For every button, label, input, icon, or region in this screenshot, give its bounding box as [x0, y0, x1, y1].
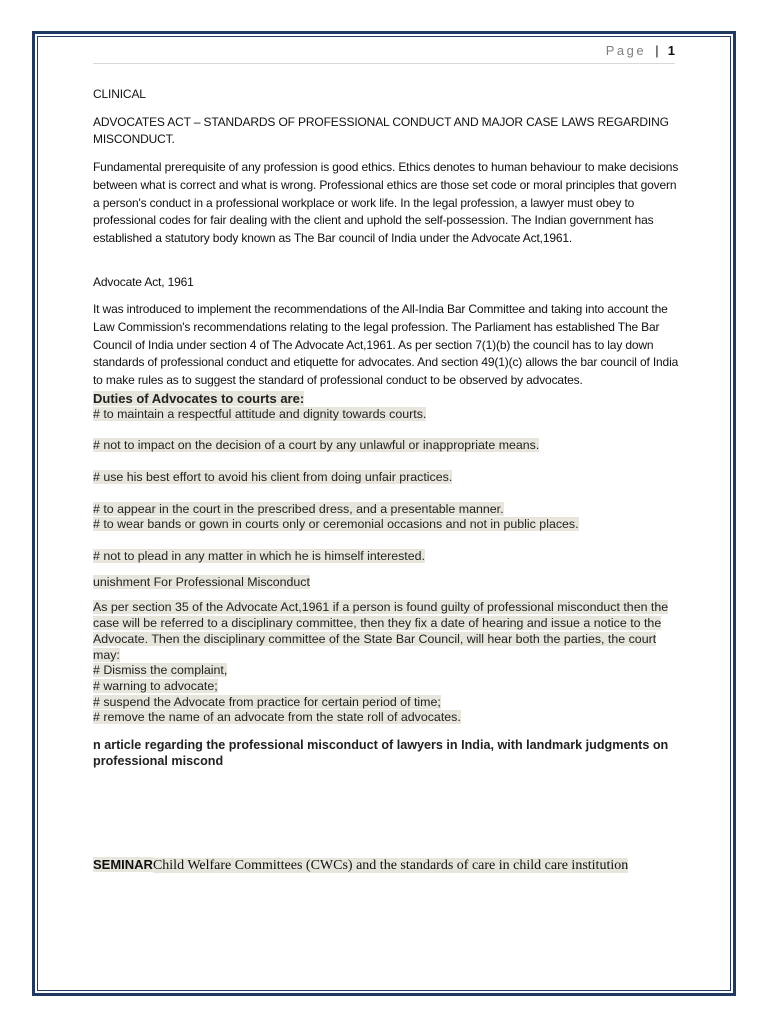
article-note: n article regarding the professional misconduct of lawyers in India, with landmark judgments on professional miscond [93, 738, 669, 768]
punishment-paragraph: As per section 35 of the Advocate Act,1961 if a person is found guilty of professional misconduct then the case will be referred to a disciplinary committee, then they fix a date of hearing and issue a notice to the Advocate. Then the disciplinary committee of the State Bar Council, will hear both the parties, the court may: [93, 600, 669, 662]
section-label-clinical: CLINICAL [93, 87, 146, 101]
seminar-label: SEMINAR [93, 856, 153, 872]
seminar-text: Child Welfare Committees (CWCs) and the standards of care in child care institution [152, 857, 629, 873]
duties-heading: Duties of Advocates to courts are: [93, 390, 305, 406]
duty-item: # not to plead in any matter in which he is himself interested. [93, 549, 425, 564]
duty-item: # use his best effort to avoid his client from doing unfair practices. [93, 469, 453, 484]
duty-item: # not to impact on the decision of a court by any unlawful or inappropriate means. [93, 438, 540, 453]
seminar-line [93, 856, 683, 875]
document-title: ADVOCATES ACT – STANDARDS OF PROFESSIONAL CONDUCT AND MAJOR CASE LAWS REGARDING MISCONDUCT. [93, 114, 669, 147]
duty-item: # to maintain a respectful attitude and dignity towards courts. [93, 406, 427, 421]
duty-item: # to appear in the court in the prescribed dress, and a presentable manner. [93, 501, 504, 516]
page-number: 1 [667, 43, 675, 58]
duties-block [93, 391, 683, 565]
punishment-block [93, 575, 683, 726]
punishment-heading: unishment For Professional Misconduct [93, 574, 310, 589]
section-heading-advocate-act: Advocate Act, 1961 [93, 274, 194, 289]
document-body [93, 86, 683, 875]
page-header [93, 43, 675, 64]
punishment-item: # remove the name of an advocate from the state roll of advocates. [93, 710, 461, 725]
intro-paragraph: Fundamental prerequisite of any profession is good ethics. Ethics denotes to human behaviour to make decisions between what is correct and what is wrong. Professional ethics are those set code or moral principles that govern a person's conduct in a professional workplace or work life. In the legal profession, a lawyer must obey to professional codes for fair dealing with the client and uphold the self-possession. The Indian government has established a statutory body known as The Bar council of India under the Advocate Act,1961. [93, 160, 679, 245]
punishment-item: # suspend the Advocate from practice for certain period of time; [93, 694, 441, 709]
advocate-act-paragraph: It was introduced to implement the recommendations of the All-India Bar Committee and taking into account the Law Commission's recommendations relating to the legal profession. The Parliament has established The Bar Council of India under section 4 of The Advocate Act,1961. As per section 7(1)(b) the council has to lay down standards of professional conduct and etiquette for advocates. And section 49(1)(c) allows the bar council of India to make rules as to suggest the standard of professional conduct to be observed by advocates. [93, 302, 679, 388]
punishment-item: # warning to advocate; [93, 678, 218, 693]
page-separator: | [655, 43, 659, 58]
page-label: Page [605, 43, 647, 58]
duty-item: # to wear bands or gown in courts only or ceremonial occasions and not in public places. [93, 517, 579, 532]
punishment-item: # Dismiss the complaint, [93, 663, 228, 678]
